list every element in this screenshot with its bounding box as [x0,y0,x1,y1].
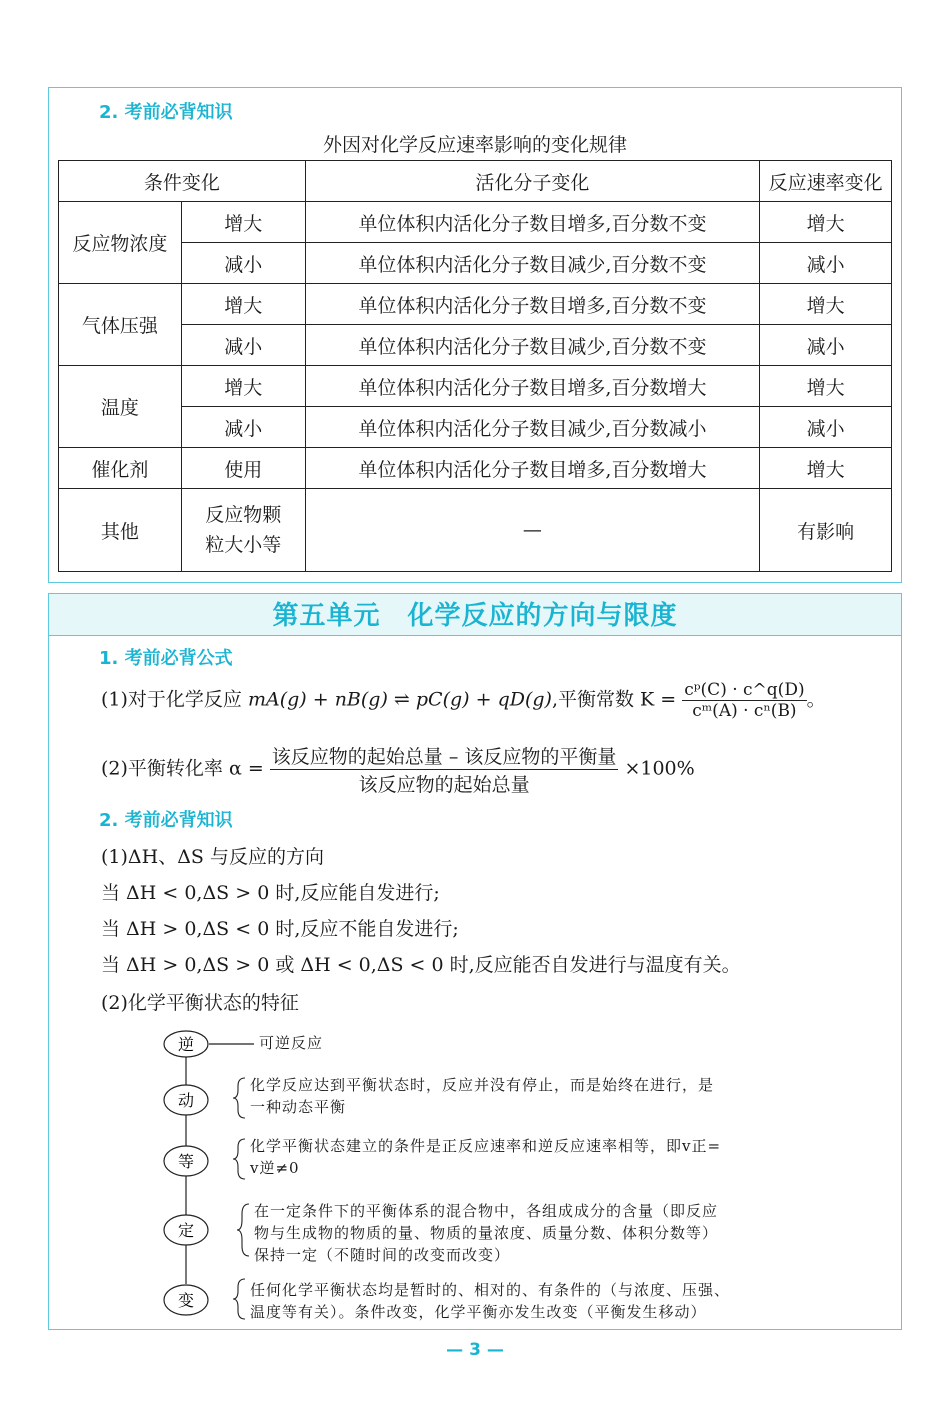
feature-text: 化学反应达到平衡状态时，反应并没有停止，而是始终在进行，是 [250,1076,715,1094]
activated-cell: — [305,489,759,572]
table-row [59,407,892,448]
activated-cell: 单位体积内活化分子数目减少,百分数不变 [305,243,759,284]
change-cell: 减小 [181,325,305,366]
activated-cell: 单位体积内活化分子数目减少,百分数不变 [305,325,759,366]
rate-cell: 减小 [760,407,892,448]
table-row [59,202,892,243]
formula1-prefix: (1)对于化学反应 [101,688,248,711]
condition-cell: 温度 [59,366,182,448]
formula1-end: 。 [806,688,826,711]
change-line: 反应物颗 [205,504,282,526]
formula2-numerator: 该反应物的起始总量 – 该反应物的平衡量 [270,742,619,770]
formula1-numerator: cᵖ(C) · c^q(D) [684,680,805,700]
brace [233,1139,245,1179]
activated-cell: 单位体积内活化分子数目增多,百分数不变 [305,202,759,243]
knowledge-heading: 2. 考前必背知识 [99,810,233,831]
formula1-mid: ,平衡常数 K = [551,688,683,711]
formula2-prefix: (2)平衡转化率 α = [101,757,270,780]
rate-cell: 增大 [760,448,892,489]
table-row [59,284,892,325]
condition-cell: 气体压强 [59,284,182,366]
section-heading: 2. 考前必背知识 [99,102,233,123]
condition-cell: 其他 [59,489,182,572]
node-label: 定 [177,1221,195,1240]
change-cell: 减小 [181,407,305,448]
table-caption: 外因对化学反应速率影响的变化规律 [322,134,627,156]
formula1-denominator: cᵐ(A) · cⁿ(B) [692,701,797,721]
header-condition: 条件变化 [59,161,306,202]
node-label: 动 [177,1091,195,1110]
brace [233,1279,245,1319]
table-row [59,366,892,407]
text-line: 当 ΔH < 0,ΔS > 0 时,反应能自发进行; [101,882,440,904]
change-cell: 增大 [181,284,305,325]
rate-cell: 减小 [760,243,892,284]
change-line: 粒大小等 [205,534,282,556]
activated-cell: 单位体积内活化分子数目增多,百分数增大 [305,448,759,489]
activated-cell: 单位体积内活化分子数目增多,百分数增大 [305,366,759,407]
formula2-denominator: 该反应物的起始总量 [358,774,530,796]
unit-five-box [48,593,902,1330]
change-cell: 使用 [181,448,305,489]
rate-cell: 增大 [760,366,892,407]
node-label: 等 [177,1152,195,1171]
feature-text: v逆≠0 [250,1159,300,1177]
formula2-suffix: ×100% [624,757,695,780]
unit-title: 第五单元 化学反应的方向与限度 [49,594,901,636]
rate-cell: 增大 [760,202,892,243]
text-line: 当 ΔH > 0,ΔS > 0 或 ΔH < 0,ΔS < 0 时,反应能否自发进行与温度有关。 [101,954,741,976]
change-cell: 增大 [181,202,305,243]
node-label: 逆 [177,1035,195,1054]
brace [237,1204,249,1256]
feature-text: 温度等有关）。条件改变，化学平衡亦发生改变（平衡发生移动） [250,1303,707,1321]
activated-cell: 单位体积内活化分子数目减少,百分数减小 [305,407,759,448]
text-line: 当 ΔH > 0,ΔS < 0 时,反应不能自发进行; [101,918,459,940]
feature-text: 保持一定（不随时间的改变而改变） [254,1246,511,1264]
rate-cell: 增大 [760,284,892,325]
table-header-row [59,161,892,202]
table-row [59,448,892,489]
brace [233,1078,245,1118]
change-cell: 增大 [181,366,305,407]
activated-cell: 单位体积内活化分子数目增多,百分数不变 [305,284,759,325]
condition-cell: 催化剂 [59,448,182,489]
table-row [59,489,892,572]
table-row [59,325,892,366]
rate-cell: 有影响 [760,489,892,572]
page-number: — 3 — [446,1340,504,1360]
table-row [59,243,892,284]
change-cell [181,489,305,572]
rate-factor-table [58,160,892,572]
rate-cell: 减小 [760,325,892,366]
text-line: (1)ΔH、ΔS 与反应的方向 [101,846,324,868]
condition-cell: 反应物浓度 [59,202,182,284]
node-label: 变 [177,1291,195,1310]
feature-text: 一种动态平衡 [250,1098,347,1116]
feature-text: 任何化学平衡状态均是暂时的、相对的、有条件的（与浓度、压强、 [250,1281,731,1299]
knowledge-box-rate-factors [48,87,902,583]
header-activated: 活化分子变化 [305,161,759,202]
feature-text: 物与生成物的物质的量、物质的量浓度、质量分数、体积分数等） [254,1224,719,1242]
text-line: (2)化学平衡状态的特征 [101,992,299,1014]
change-cell: 减小 [181,243,305,284]
feature-text: 在一定条件下的平衡体系的混合物中，各组成成分的含量（即反应 [254,1202,719,1220]
formulas-heading: 1. 考前必背公式 [99,648,233,669]
header-rate: 反应速率变化 [760,161,892,202]
feature-text: 可逆反应 [259,1034,324,1052]
formula1-reaction: mA(g) + nB(g) ⇌ pC(g) + qD(g) [247,688,552,711]
feature-text: 化学平衡状态建立的条件是正反应速率和逆反应速率相等，即v正= [250,1137,722,1155]
